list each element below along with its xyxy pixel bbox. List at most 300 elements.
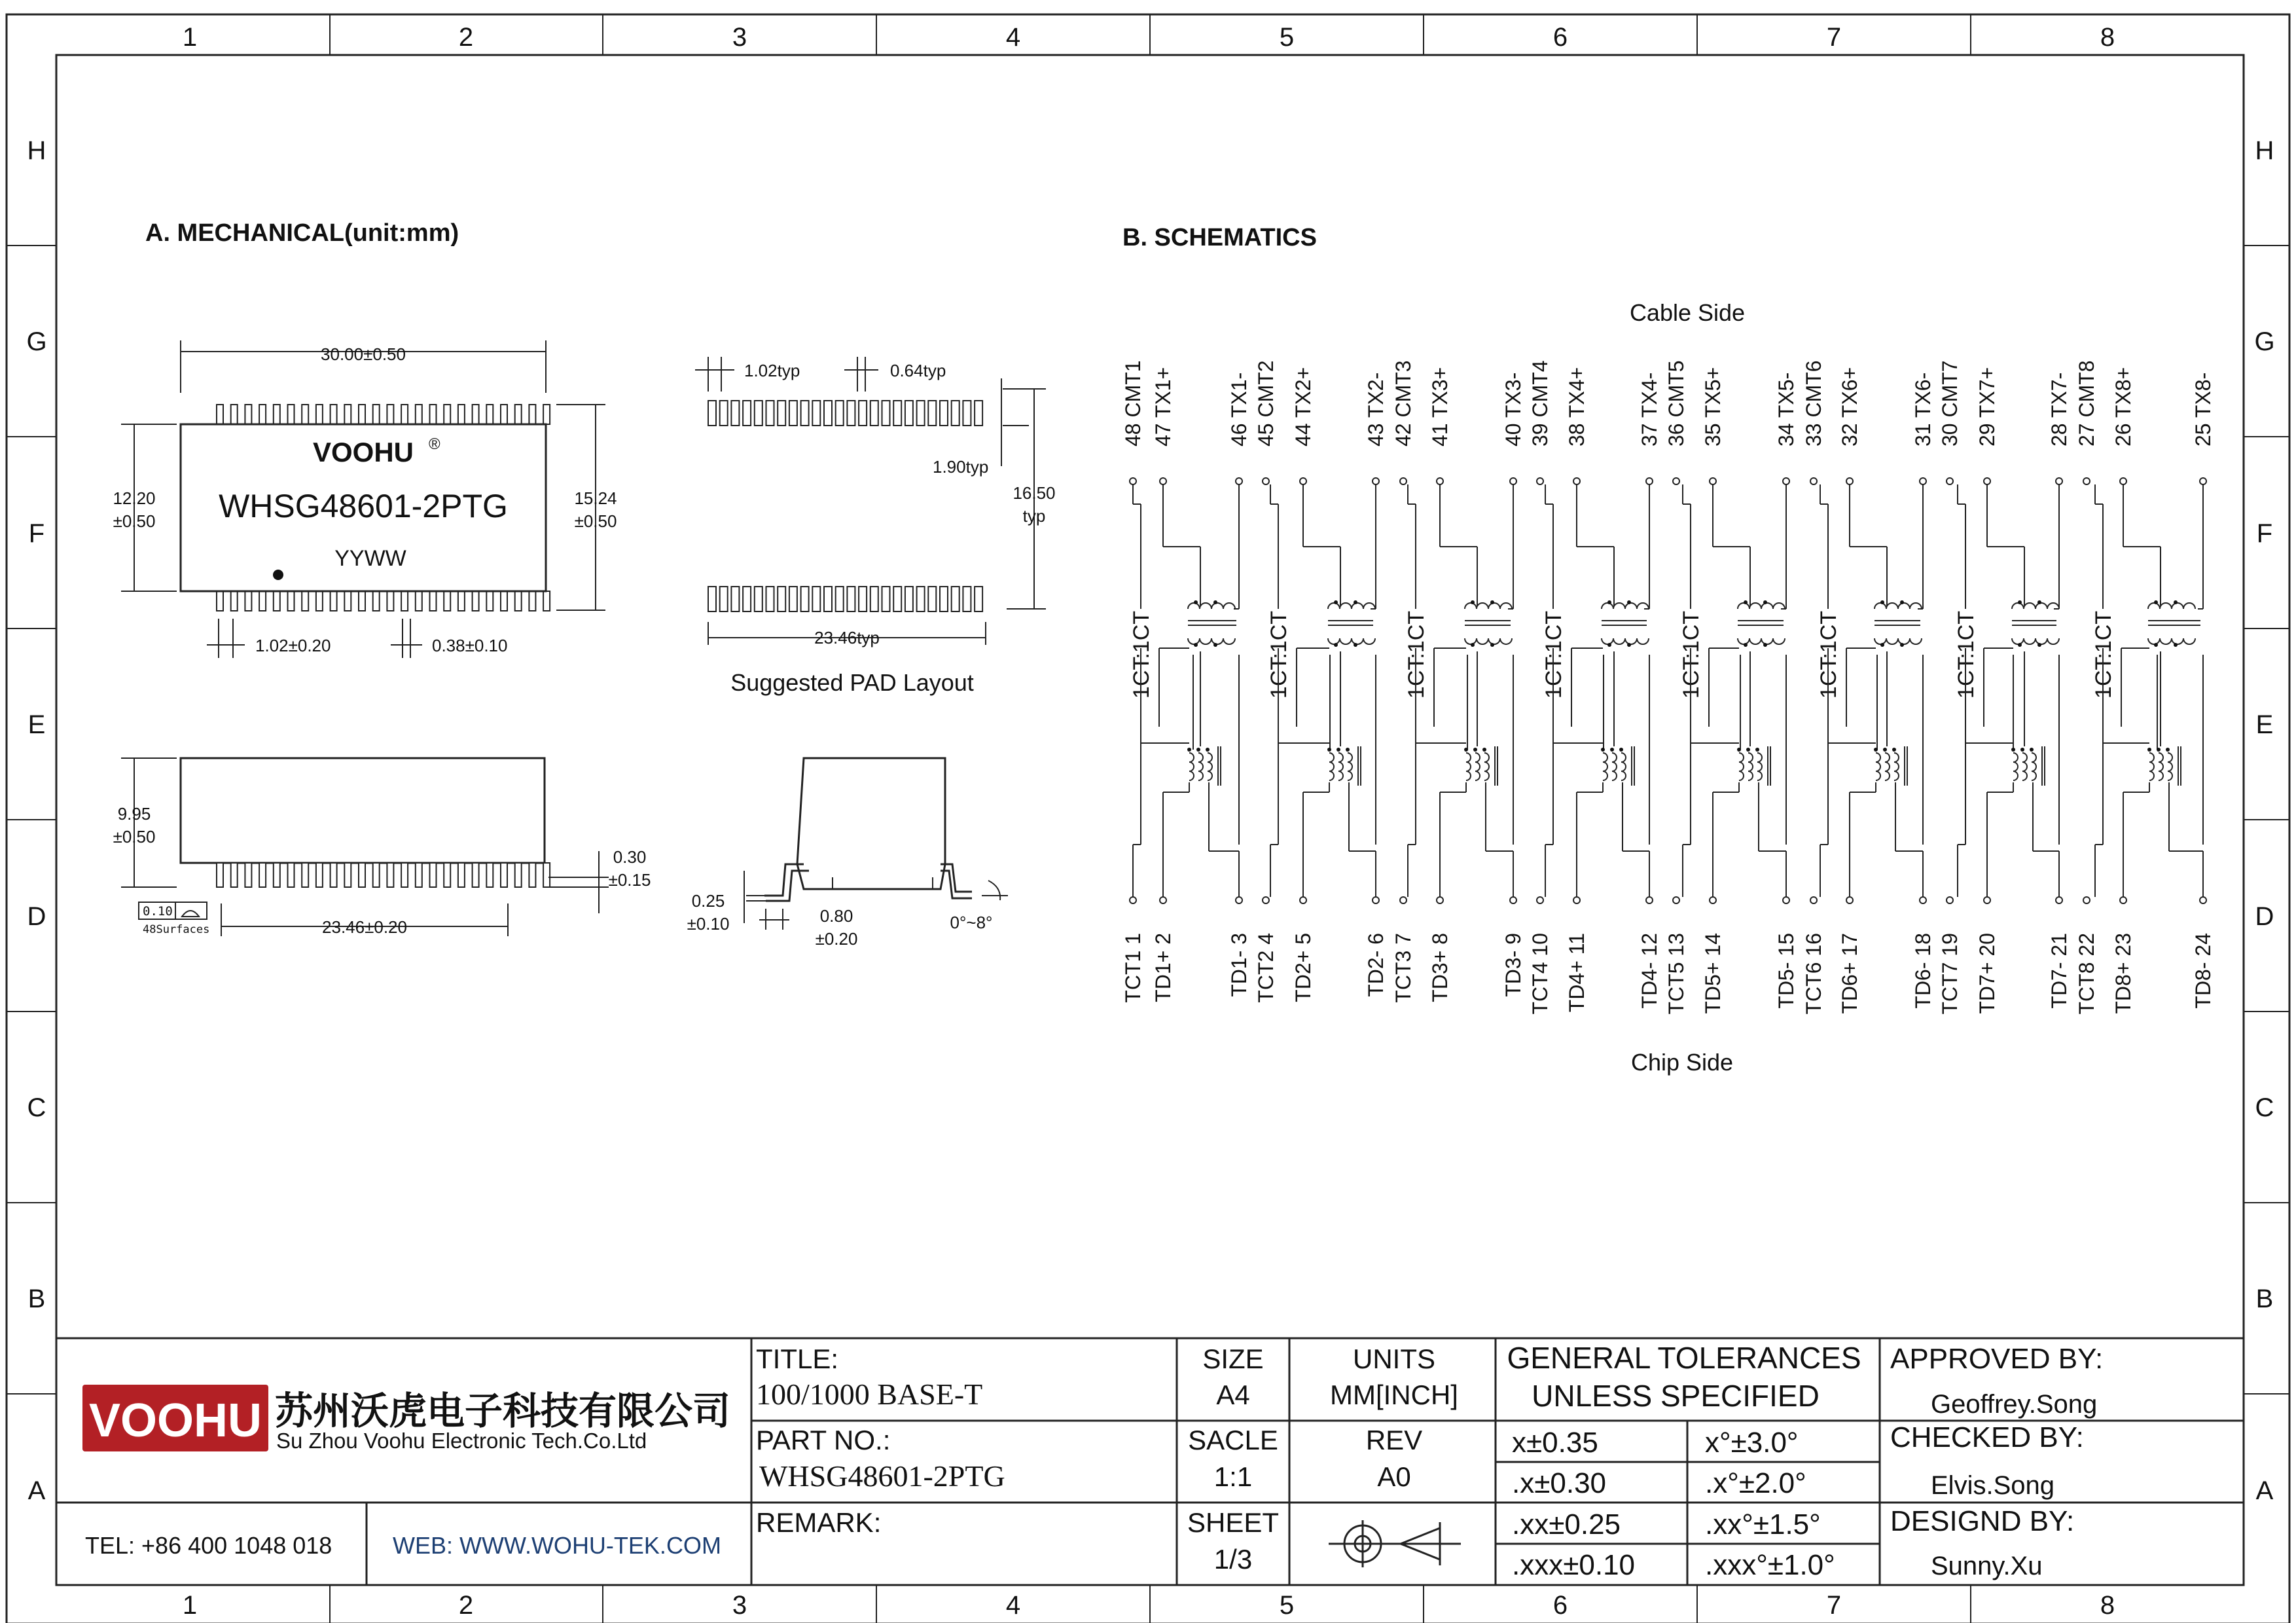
row-label-left: F (28, 519, 45, 548)
pad (824, 587, 832, 611)
row-label-right: E (2255, 710, 2274, 739)
package-pin (501, 591, 507, 611)
package-lead (473, 863, 479, 887)
approved-label: APPROVED BY: (1890, 1343, 2104, 1375)
pad (708, 401, 716, 426)
dim-height-value: 9.95 (117, 804, 151, 824)
ratio-label: 1CT:1CT (1129, 610, 1154, 699)
pad (847, 401, 855, 426)
bottom-pin-label: TD7- 21 (2047, 933, 2071, 1009)
top-pin-label: 47 TX1+ (1151, 367, 1175, 447)
pin-terminal (1510, 897, 1516, 903)
tolerance-angular: x°±3.0° (1705, 1427, 1799, 1459)
package-pin (486, 405, 493, 424)
ratio-label: 1CT:1CT (1266, 610, 1291, 699)
designed-value: Sunny.Xu (1931, 1552, 2043, 1580)
top-pin-label: 35 TX5+ (1701, 367, 1725, 447)
dim-lead-thickness-tol: ±0.10 (687, 914, 730, 934)
pad (847, 587, 855, 611)
pin-terminal (1646, 897, 1653, 903)
dim-overall-width-tol: ±0.50 (574, 511, 617, 531)
tolerance-linear: x±0.35 (1512, 1427, 1598, 1459)
pin-terminal (1946, 897, 1953, 903)
pin-terminal (1400, 897, 1407, 903)
col-label-top: 5 (1279, 23, 1295, 52)
package-lead (373, 863, 380, 887)
lead-detail (744, 758, 1008, 930)
top-view (113, 340, 617, 658)
pad-layout-caption: Suggested PAD Layout (730, 669, 974, 696)
pin-terminal (1710, 478, 1716, 484)
bottom-pin-label: TD2- 6 (1364, 933, 1388, 997)
company-web: WEB: WWW.WOHU-TEK.COM (393, 1532, 721, 1559)
pin-terminal (1673, 897, 1679, 903)
pad (801, 587, 809, 611)
package-pin (316, 591, 323, 611)
pin-terminal (2120, 478, 2126, 484)
pin-terminal (1573, 897, 1580, 903)
pad (743, 401, 751, 426)
pin-terminal (1810, 897, 1817, 903)
row-label-left: C (27, 1093, 46, 1122)
top-pin-label: 25 TX8- (2191, 372, 2215, 447)
title-block (56, 1338, 2244, 1585)
top-pin-label: 33 CMT6 (1802, 360, 1825, 447)
pad (928, 401, 936, 426)
package-pin (245, 591, 251, 611)
package-lead (331, 863, 337, 887)
pad (801, 401, 809, 426)
package-pin (245, 405, 251, 424)
package-lead (444, 863, 450, 887)
scale-value: 1:1 (1213, 1461, 1253, 1492)
bottom-pin-label: TD4+ 11 (1565, 933, 1588, 1013)
top-pin-label: 39 CMT4 (1528, 360, 1552, 447)
row-label-right: C (2255, 1093, 2274, 1122)
package-pin (458, 591, 465, 611)
ratio-label: 1CT:1CT (1541, 610, 1566, 699)
package-pin (359, 405, 365, 424)
pin-terminal (1300, 897, 1306, 903)
col-label-bottom: 1 (182, 1591, 198, 1620)
package-pin (473, 405, 479, 424)
pad (859, 587, 867, 611)
pad (928, 587, 936, 611)
remark-label: REMARK: (756, 1507, 882, 1538)
dim-standoff-tol: ±0.15 (608, 870, 651, 890)
dim-overall-width-value: 15.24 (574, 488, 617, 508)
designed-label: DESIGND BY: (1890, 1505, 2075, 1537)
package-pin (359, 591, 365, 611)
company-name-cn: 苏州沃虎电子科技有限公司 (275, 1390, 731, 1432)
pin-terminal (1846, 897, 1853, 903)
ratio-label: 1CT:1CT (1954, 610, 1979, 699)
pad-row-gap-value: 16.50 (1013, 483, 1056, 503)
package-pin (373, 405, 380, 424)
bottom-pin-label: TD3+ 8 (1428, 933, 1452, 1002)
pin-terminal (1846, 478, 1853, 484)
pad (859, 401, 867, 426)
package-lead (501, 863, 507, 887)
col-label-bottom: 8 (2100, 1591, 2115, 1620)
package-pin (444, 405, 450, 424)
col-label-bottom: 6 (1552, 1591, 1568, 1620)
dim-foot-length-value: 0.80 (819, 906, 853, 926)
package-pin (444, 591, 450, 611)
package-pin (473, 591, 479, 611)
package-pin (529, 405, 535, 424)
pin-terminal (1236, 897, 1242, 903)
bottom-pin-label: TD6+ 17 (1838, 933, 1861, 1014)
pad (940, 401, 948, 426)
bottom-pin-label: TD8- 24 (2191, 933, 2215, 1009)
ratio-label: 1CT:1CT (1404, 610, 1429, 699)
pin-terminal (2083, 897, 2090, 903)
package-pin (401, 591, 408, 611)
part-no-label: PART NO.: (756, 1425, 891, 1455)
bottom-pin-label: TD5+ 14 (1701, 933, 1725, 1014)
pad (905, 401, 913, 426)
package-pin (217, 591, 223, 611)
pad (836, 401, 844, 426)
package-lead (231, 863, 238, 887)
row-label-right: G (2254, 327, 2275, 356)
row-label-left: D (27, 902, 46, 931)
package-pin (344, 591, 351, 611)
pad (870, 401, 878, 426)
package-pin (430, 591, 437, 611)
package-lead (288, 863, 295, 887)
pin-terminal (1510, 478, 1516, 484)
pad-row-lower (708, 587, 982, 611)
pin1-dot (273, 570, 283, 580)
coplanarity-value: 0.10 (143, 904, 173, 919)
package-pin (288, 591, 295, 611)
pad (905, 587, 913, 611)
transformer-channel (1129, 484, 1239, 897)
transformer-channel (1266, 484, 1376, 897)
tolerance-angular: .x°±2.0° (1705, 1467, 1806, 1499)
pad-width: 0.64typ (890, 361, 946, 380)
package-pin (302, 405, 308, 424)
top-pin-label: 42 CMT3 (1391, 360, 1415, 447)
pad (940, 587, 948, 611)
tolerance-angular: .xx°±1.5° (1705, 1508, 1821, 1541)
top-pin-label: 28 TX7- (2047, 372, 2071, 447)
pad (893, 401, 901, 426)
pin-terminal (1984, 478, 1990, 484)
bottom-pin-label: TD3- 9 (1501, 933, 1525, 997)
top-pin-label: 31 TX6- (1911, 372, 1935, 447)
package-pin (331, 405, 337, 424)
package-pin (316, 405, 323, 424)
row-label-right: F (2256, 519, 2273, 548)
package-body-side (181, 758, 545, 863)
transformer-channel (1954, 484, 2059, 897)
mechanical-title: A. MECHANICAL(unit:mm) (145, 219, 459, 247)
tolerance-linear: .xxx±0.10 (1512, 1549, 1636, 1581)
side-view (113, 758, 651, 937)
dim-pin-span: 23.46±0.20 (322, 917, 407, 937)
pad (789, 587, 797, 611)
part-no-value: WHSG48601-2PTG (759, 1459, 1005, 1493)
pin-terminal (1130, 478, 1136, 484)
pad-row-gap-note: typ (1022, 506, 1046, 526)
logo-text: VOOHU (88, 1395, 262, 1447)
tolerance-angular: .xxx°±1.0° (1705, 1549, 1835, 1581)
ratio-label: 1CT:1CT (1816, 610, 1841, 699)
bottom-pin-label: TD7+ 20 (1975, 933, 1999, 1014)
row-label-right: H (2255, 136, 2274, 165)
dim-foot-length-tol: ±0.20 (815, 929, 858, 949)
pad (824, 401, 832, 426)
col-label-bottom: 3 (732, 1591, 747, 1620)
pad (952, 587, 960, 611)
rev-label: REV (1365, 1425, 1423, 1455)
pad (789, 401, 797, 426)
bottom-pin-label: TD4- 12 (1638, 933, 1661, 1009)
sheet-label: SHEET (1187, 1507, 1280, 1538)
pad-length: 1.90typ (933, 457, 989, 477)
registered-mark: ® (429, 435, 440, 453)
pin-terminal (2120, 897, 2126, 903)
package-brand: VOOHU (312, 437, 414, 467)
bottom-pin-label: TCT1 1 (1121, 933, 1145, 1003)
pin-terminal (1573, 478, 1580, 484)
pad (963, 401, 971, 426)
package-pin (259, 405, 266, 424)
pin-terminal (2056, 897, 2062, 903)
col-label-bottom: 2 (458, 1591, 474, 1620)
schematics-section (1121, 224, 2215, 1076)
pin-terminal (1372, 478, 1379, 484)
transformer-channel (1816, 484, 1923, 897)
pad-pitch: 1.02typ (744, 361, 800, 380)
package-pin (373, 591, 380, 611)
transformer-channel (1404, 484, 1513, 897)
coplanarity-callout (139, 902, 209, 936)
package-pin (501, 405, 507, 424)
pad (755, 401, 762, 426)
package-lead (245, 863, 251, 887)
pin-terminal (2056, 478, 2062, 484)
package-pin (217, 405, 223, 424)
pad (778, 401, 785, 426)
top-pin-label: 46 TX1- (1227, 372, 1251, 447)
bottom-pin-label: TCT3 7 (1391, 933, 1415, 1003)
package-lead (217, 863, 223, 887)
package-pin (231, 591, 238, 611)
col-label-top: 3 (732, 23, 747, 52)
package-pin (515, 405, 522, 424)
pad (731, 587, 739, 611)
dim-length: 30.00±0.50 (321, 344, 406, 364)
top-view-pins-lower (217, 591, 550, 611)
pad-span: 23.46typ (814, 628, 880, 647)
package-pin (387, 591, 393, 611)
pad (720, 587, 728, 611)
package-lead (274, 863, 280, 887)
top-pin-label: 34 TX5- (1774, 372, 1798, 447)
row-label-right: A (2255, 1476, 2274, 1505)
pad (870, 587, 878, 611)
units-label: UNITS (1353, 1343, 1435, 1374)
pad (766, 587, 774, 611)
pin-terminal (1783, 478, 1789, 484)
package-pin (430, 405, 437, 424)
approved-value: Geoffrey.Song (1931, 1390, 2098, 1419)
pin-terminal (1400, 478, 1407, 484)
pad (917, 587, 925, 611)
dim-lead-thickness-value: 0.25 (691, 891, 725, 911)
pin-terminal (1710, 897, 1716, 903)
top-pin-label: 26 TX8+ (2111, 367, 2135, 447)
row-label-right: D (2255, 902, 2274, 931)
package-pin (543, 591, 550, 611)
bottom-pin-label: TD8+ 23 (2111, 933, 2135, 1014)
bottom-pin-label: TCT7 19 (1938, 933, 1962, 1015)
pad (778, 587, 785, 611)
col-label-top: 1 (182, 23, 198, 52)
dim-standoff-value: 0.30 (613, 847, 647, 867)
company-logo (82, 1385, 730, 1453)
package-lead (458, 863, 465, 887)
pin-terminal (2083, 478, 2090, 484)
pad (975, 401, 982, 426)
bottom-pin-label: TD2+ 5 (1291, 933, 1315, 1002)
package-lead (416, 863, 422, 887)
bottom-pin-label: TCT2 4 (1254, 933, 1278, 1003)
title-value: 100/1000 BASE-T (756, 1377, 983, 1411)
pad-row-upper (708, 401, 982, 426)
top-pin-label: 32 TX6+ (1838, 367, 1861, 447)
package-lead (529, 863, 535, 887)
pin-terminal (1920, 478, 1926, 484)
dim-height-tol: ±0.50 (113, 827, 156, 847)
bottom-pin-label: TD6- 18 (1911, 933, 1935, 1009)
pad (766, 401, 774, 426)
size-label: SIZE (1202, 1343, 1264, 1374)
pin-terminal (1130, 897, 1136, 903)
ratio-label: 1CT:1CT (1679, 610, 1704, 699)
pin-terminal (2200, 478, 2206, 484)
col-label-top: 6 (1552, 23, 1568, 52)
dim-pin-pitch: 1.02±0.20 (255, 636, 331, 655)
pad (917, 401, 925, 426)
pin-terminal (1537, 478, 1543, 484)
checked-label: CHECKED BY: (1890, 1421, 2084, 1453)
pad (952, 401, 960, 426)
top-pin-label: 43 TX2- (1364, 372, 1388, 447)
package-pin (458, 405, 465, 424)
ratio-label: 1CT:1CT (2091, 610, 2116, 699)
tolerance-linear: .x±0.30 (1512, 1467, 1607, 1499)
transformer-channel (2091, 484, 2203, 897)
package-part-marking: WHSG48601-2PTG (219, 488, 508, 524)
pin-terminal (1300, 478, 1306, 484)
col-label-top: 7 (1826, 23, 1842, 52)
package-pin (387, 405, 393, 424)
transformer-channel (1679, 484, 1786, 897)
tolerance-linear: .xx±0.25 (1512, 1508, 1621, 1541)
top-pin-label: 44 TX2+ (1291, 367, 1315, 447)
package-lead (316, 863, 323, 887)
bottom-pin-label: TCT6 16 (1802, 933, 1825, 1015)
pad (812, 401, 820, 426)
top-pin-label: 37 TX4- (1638, 372, 1661, 447)
package-lead (259, 863, 266, 887)
pin-terminal (1810, 478, 1817, 484)
pad (975, 587, 982, 611)
scale-label: SACLE (1188, 1425, 1278, 1455)
pin-terminal (1263, 897, 1269, 903)
package-date-code: YYWW (334, 546, 406, 571)
pin-terminal (1920, 897, 1926, 903)
coplanarity-note: 48Surfaces (143, 923, 210, 936)
row-label-left: A (27, 1476, 46, 1505)
top-pin-label: 40 TX3- (1501, 372, 1525, 447)
pin-terminal (1646, 478, 1653, 484)
package-lead (486, 863, 493, 887)
col-label-bottom: 4 (1005, 1591, 1021, 1620)
pad (812, 587, 820, 611)
dim-lead-angle: 0°~8° (950, 913, 993, 932)
sheet-value: 1/3 (1213, 1544, 1253, 1575)
pin-terminal (1946, 478, 1953, 484)
mechanical-section (113, 219, 1055, 949)
package-lead (344, 863, 351, 887)
pin-terminal (1263, 478, 1269, 484)
checked-value: Elvis.Song (1931, 1471, 2054, 1500)
package-lead (515, 863, 522, 887)
package-pin (401, 405, 408, 424)
tolerance-title-2: UNLESS SPECIFIED (1532, 1379, 1820, 1413)
row-label-left: E (27, 710, 46, 739)
package-pin (515, 591, 522, 611)
chip-side-label: Chip Side (1630, 1049, 1734, 1076)
package-pin (486, 591, 493, 611)
row-label-right: B (2255, 1285, 2274, 1313)
pad (882, 587, 890, 611)
company-tel: TEL: +86 400 1048 018 (85, 1532, 332, 1559)
pin-terminal (1372, 897, 1379, 903)
package-pin (302, 591, 308, 611)
package-lead (430, 863, 437, 887)
package-pin (274, 591, 280, 611)
package-lead (302, 863, 308, 887)
pin-terminal (2200, 897, 2206, 903)
top-pin-label: 27 CMT8 (2075, 360, 2098, 447)
col-label-top: 2 (458, 23, 474, 52)
pad (708, 587, 716, 611)
package-lead (401, 863, 408, 887)
pin-terminal (1160, 897, 1166, 903)
cable-side-label: Cable Side (1629, 299, 1746, 326)
bottom-pin-label: TD1+ 2 (1151, 933, 1175, 1002)
rev-value: A0 (1377, 1461, 1411, 1492)
package-pin (288, 405, 295, 424)
bottom-pin-label: TCT5 13 (1664, 933, 1688, 1015)
pin-terminal (1160, 478, 1166, 484)
top-pin-label: 29 TX7+ (1975, 367, 1999, 447)
package-pin (331, 591, 337, 611)
package-pin (529, 591, 535, 611)
top-pin-label: 41 TX3+ (1428, 367, 1452, 447)
row-label-left: G (26, 327, 47, 356)
top-pin-label: 48 CMT1 (1121, 360, 1145, 447)
side-view-leads (217, 863, 550, 887)
top-pin-label: 36 CMT5 (1664, 360, 1688, 447)
